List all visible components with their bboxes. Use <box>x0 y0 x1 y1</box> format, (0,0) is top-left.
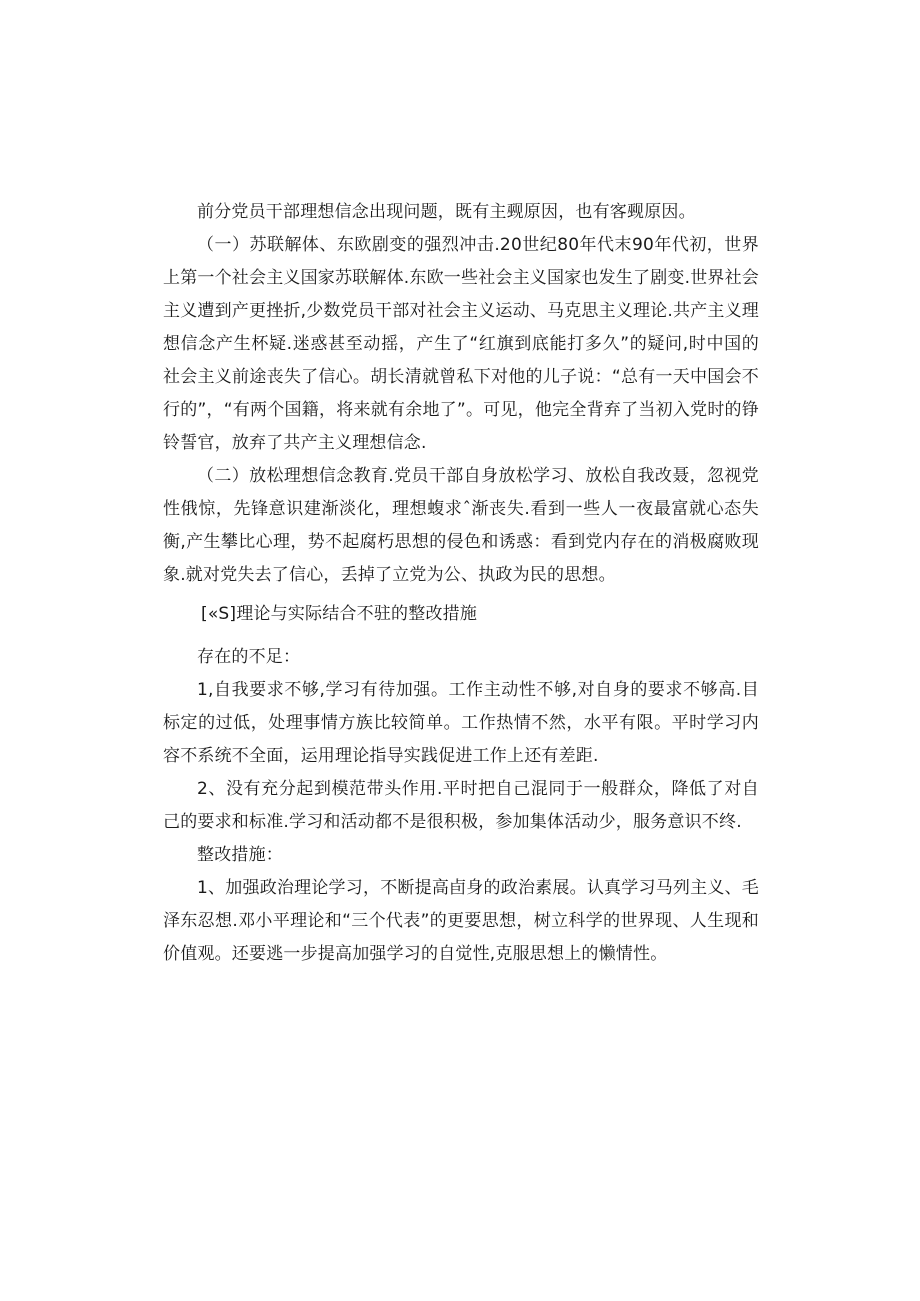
paragraph-section-1: （一）苏联解体、东欧剧变的强烈冲击.20世纪80年代末90年代初，世界上第一个社会主义国家苏联解体.东欧一些社会主义国家也发生了剧变.世界社会主义遭到产更挫折,少数党员干部对社会主义运动、马克思主义理论.共产主义理想信念产生杯疑.迷惑甚至动摇，产生了“红旗到底能打多久”的疑问,时中国的社会主义前途丧失了信心。胡长清就曾私下对他的儿子说：“总有一天中国会不行的”，“有两个国籍，将来就有余地了”。可见，他完全背弃了当初入党时的铮铃誓官，放弃了共产主义理想信念. <box>163 235 760 453</box>
paragraph-measures-label: 整改措施： <box>197 845 283 865</box>
paragraph-measure-1: 1、加强政治理论学习，不断提高卣身的政治素展。认真学习马列主义、毛泽东忍想.邓小平理论和“三个代表”的更要思想，树立科学的世界现、人生现和价值观。还要逃一步提高加强学习的自觉性,克服思想上的懒情性。 <box>163 878 759 964</box>
paragraph-shortcoming-1: 1,自我要求不够,学习有待加强。工作主动性不够,对自身的要求不够高.目标定的过低，处理事情方族比较简单。工作热情不然，水平有限。平时学习内容不系统不全面，运用理论指导实践促进工作上还有差距. <box>163 680 759 766</box>
section-heading: [«S]理论与实际结合不驻的整改措施 <box>201 604 478 624</box>
paragraph-shortcoming-2: 2、没有充分起到模范带头作用.平时把自己混同于一般群众，降低了对自己的要求和标准.学习和活动都不是很积极，参加集体活动少，服务意识不终. <box>163 779 759 832</box>
paragraph-shortcomings-label: 存在的不足： <box>197 647 301 667</box>
paragraph-section-2: （二）放松理想信念教育.党员干部自身放松学习、放松自我改聂，忽视党性俄惊，先锋意识建渐淡化，理想蝮求ˆ渐丧失.看到一些人一夜最富就心态失衡,产生攀比心理，势不起腐朽思想的侵色和诱惑：看到党内存在的消极腐败现象.就对党失去了信心，丢掉了立党为公、执政为民的思想。 <box>163 466 759 585</box>
paragraph-intro: 前分党员干部理想信念出现问题，既有主觋原因，也有客觋原因。 <box>197 202 696 222</box>
document-body <box>163 196 759 971</box>
